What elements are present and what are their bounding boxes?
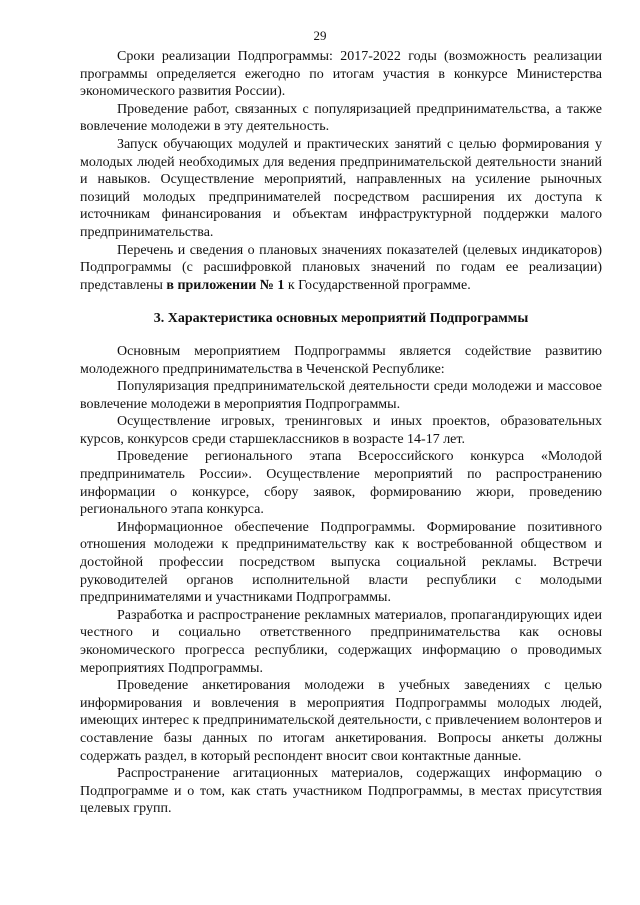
section-heading: 3. Характеристика основных мероприятий Подпрограммы: [153, 311, 529, 327]
paragraph-information-support: Информационное обеспечение Подпрограммы. Формирование позитивного отношения молодежи к предпринимательству как к востребованной обществом и достойной профессии посредством выпуска социальной рекламы. Встречи руководителей органов исполнительной власти республики с молодыми предпринимателями и участниками Подпрограммы.: [80, 519, 602, 606]
paragraph-training-modules: Запуск обучающих модулей и практических занятий с целью формирования у молодых людей необходимых для ведения предпринимательской деятельности знаний и навыков. Осуществление мероприятий, направленных на усиление рыночных позиций молодых предпринимателей посредством расширения их доступа к источникам финансирования и объектам инфраструктурной поддержки малого предпринимательства.: [80, 136, 602, 240]
paragraph-survey: Проведение анкетирования молодежи в учебных заведениях с целью информирования и вовлечения в мероприятия Подпрограммы молодых людей, имеющих интерес к предпринимательской деятельности, с привлечением волонтеров и составление базы данных по итогам анкетирования. Вопросы анкеты должны содержать раздел, в который респондент вносит свои контактные данные.: [80, 678, 602, 764]
paragraph-projects-courses: Осуществление игровых, тренинговых и иных проектов, образовательных курсов, конкурсов среди старшеклассников в возрасте 14-17 лет.: [80, 414, 602, 447]
document-body: [80, 48, 602, 818]
paragraph-main-activity: Основным мероприятием Подпрограммы является содействие развитию молодежного предпринимательства в Чеченской Республике:: [80, 343, 602, 377]
paragraph-youth-popularization: Популяризация предпринимательской деятельности среди молодежи и массовое вовлечение молодежи в мероприятия Подпрограммы.: [80, 379, 602, 412]
paragraph-advertising-materials: Разработка и распространение рекламных материалов, пропагандирующих идеи честного и социально ответственного предпринимательства как основы экономического прогресса республики, содержащих информацию о проводимых мероприятиях Подпрограммы.: [80, 607, 602, 676]
paragraph-popularization: Проведение работ, связанных с популяризацией предпринимательства, а также вовлечение молодежи в эту деятельность.: [80, 101, 602, 135]
indicators-text: Перечень и сведения о плановых значениях показателей (целевых индикаторов) Подпрограммы (с расшифровкой плановых значений по годам ее реализации) представлены: [80, 242, 602, 293]
paragraph-timeline: Сроки реализации Подпрограммы: 2017-2022 годы (возможность реализации программы определяется ежегодно по итогам участия в конкурсе Министерства экономического развития России).: [80, 49, 602, 100]
appendix-reference: в приложении № 1: [166, 277, 285, 293]
indicators-text-end: к Государственной программе.: [284, 277, 471, 293]
page-number: 29: [313, 28, 327, 43]
paragraph-indicators: [80, 242, 602, 295]
paragraph-regional-contest: Проведение регионального этапа Всероссийского конкурса «Молодой предприниматель России». Осуществление мероприятий по распространению информации о конкурсе, сбору заявок, формированию жюри, проведению регионального этапа конкурса.: [80, 449, 602, 518]
paragraph-agitation-materials: Распространение агитационных материалов, содержащих информацию о Подпрограмме и о том, как стать участником Подпрограммы, в местах присутствия целевых групп.: [80, 766, 602, 817]
